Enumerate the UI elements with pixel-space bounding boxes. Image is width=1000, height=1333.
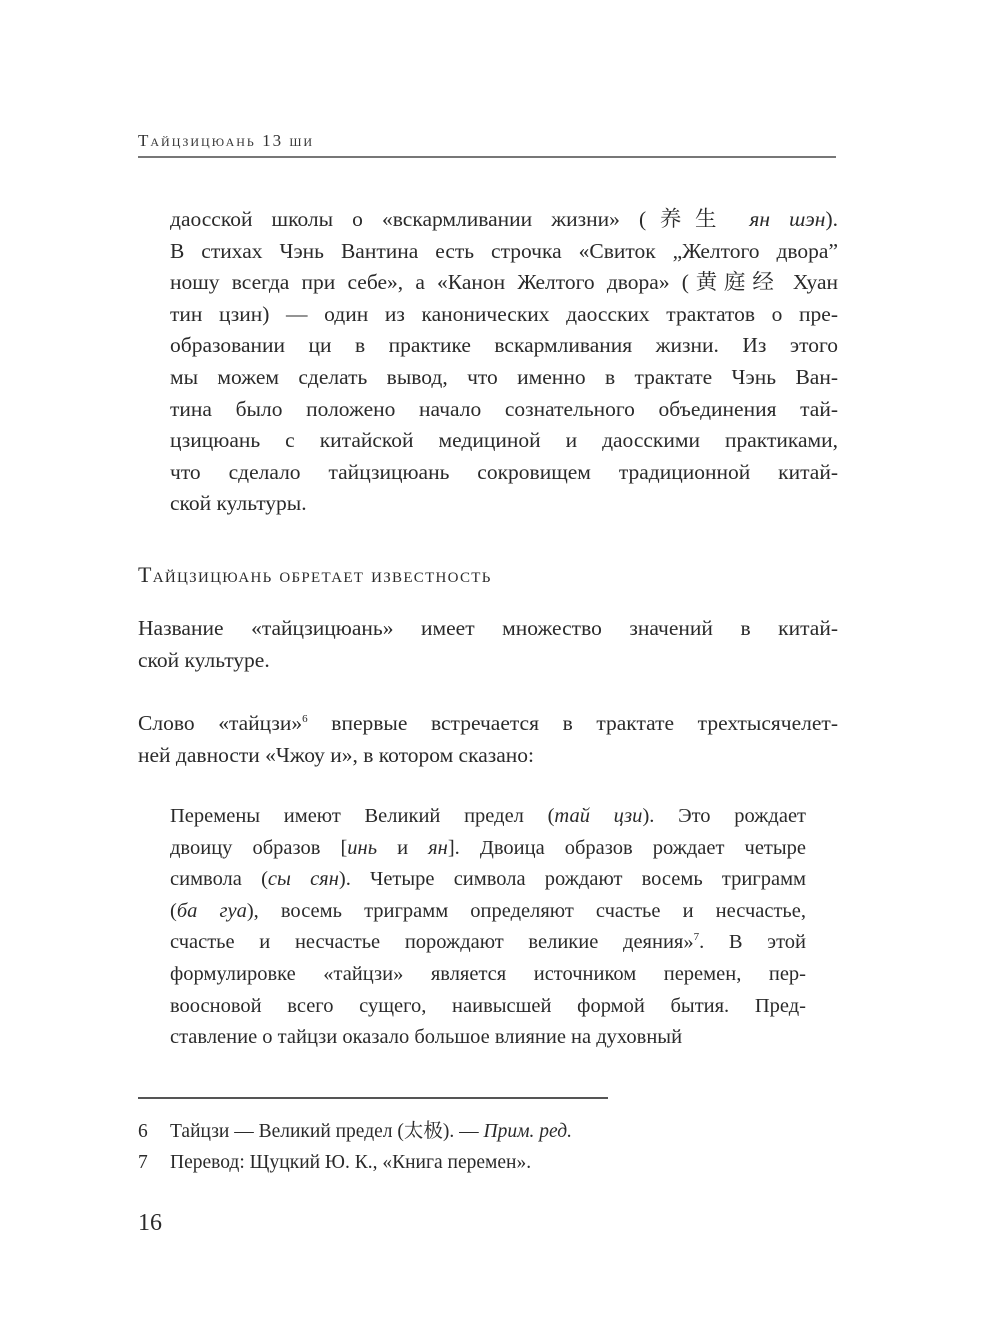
footnote-rule [138, 1097, 608, 1099]
text-segment: ян шэн [749, 207, 826, 231]
text-line [170, 267, 838, 299]
text-segment: ношу всегда при себе», а «Канон Желтого двора» (黄庭经 Хуан [170, 270, 838, 295]
section-heading: Тайцзицюань обретает известность [138, 562, 492, 587]
text-segment: Перемены имеют Великий предел ( [170, 805, 555, 827]
footnote-note: Прим. ред. [483, 1121, 572, 1142]
header-rule [138, 156, 836, 158]
text-segment: тина было положено начало сознательного объединения тай- [170, 396, 838, 421]
page-number: 16 [138, 1210, 162, 1236]
text-segment: тай цзи [554, 805, 643, 827]
text-segment: ставление о тайцзи оказало большое влияние на духовный [170, 1026, 683, 1049]
text-segment: ба гуа [176, 899, 247, 922]
footnote-ref: 7 [693, 931, 700, 944]
text-segment: В стихах Чэнь Вантина есть строчка «Свиток „Желтого двора” [170, 238, 838, 263]
text-segment: инь [347, 836, 378, 859]
text-segment: образовании ци в практике вскармливания жизни. Из этого [170, 333, 838, 358]
text-segment: ( [170, 899, 177, 922]
paragraph-1 [170, 204, 838, 520]
text-line [170, 488, 838, 520]
text-line [138, 740, 838, 772]
text-segment: Слово «тайцзи» [138, 711, 303, 735]
text-segment: Название «тайцзицюань» имеет множество значений в китай- [138, 616, 838, 640]
text-segment: . В этой [699, 931, 806, 954]
footnote-text: Тайцзи — Великий предел (太极). — [170, 1121, 484, 1142]
text-line [170, 927, 806, 959]
text-segment: и [377, 836, 429, 859]
text-line [170, 362, 838, 394]
text-segment: впервые встречается в трактате трехтысячелет- [307, 711, 838, 735]
text-segment: цзицюань с китайской медициной и даосскими практиками, [170, 428, 838, 453]
text-segment: ской культуре. [138, 647, 270, 672]
text-segment: сы сян [267, 868, 339, 891]
text-segment: символа ( [170, 868, 268, 891]
text-segment: ). Это рождает [642, 805, 806, 827]
text-line [170, 896, 806, 928]
text-segment: ян [428, 836, 448, 859]
text-segment: ней давности «Чжоу и», в котором сказано: [138, 742, 535, 767]
text-line [138, 645, 838, 677]
text-segment: ). Четыре символа рождают восемь триграмм [338, 868, 807, 891]
text-line [170, 299, 838, 331]
running-head: Тайцзицюань 13 ши [138, 131, 315, 150]
text-line [170, 864, 806, 896]
text-line [170, 425, 838, 457]
block-quote [170, 801, 806, 1054]
text-line [170, 457, 838, 489]
text-line [170, 330, 838, 362]
text-segment: мы можем сделать вывод, что именно в трактате Чэнь Ван- [170, 364, 838, 389]
text-segment: счастье и несчастье порождают великие деяния» [170, 931, 694, 954]
paragraph-2 [138, 613, 838, 676]
text-line [170, 991, 806, 1023]
text-segment: даосской школы о «вскармливании жизни» (养生 [170, 207, 750, 231]
text-segment: ]. Двоица образов рождает четыре [447, 836, 806, 859]
text-segment: ). [825, 207, 838, 231]
footnote-number: 6 [138, 1121, 148, 1142]
text-line [138, 708, 838, 740]
text-line [170, 204, 838, 236]
paragraph-3 [138, 708, 838, 771]
text-line [170, 833, 806, 865]
text-segment: что сделало тайцзицюань сокровищем традиционной китай- [170, 459, 838, 484]
text-segment: воосновой всего сущего, наивысшей формой бытия. Пред- [170, 994, 806, 1017]
footnote-number: 7 [138, 1152, 148, 1173]
text-segment: двоицу образов [ [170, 836, 348, 859]
text-line [170, 236, 838, 268]
text-line [170, 959, 806, 991]
text-segment: формулировке «тайцзи» является источником перемен, пер- [170, 962, 806, 985]
text-line [170, 394, 838, 426]
text-line [170, 801, 806, 833]
text-segment: ской культуры. [170, 491, 307, 516]
text-line [170, 1022, 806, 1054]
text-line [138, 613, 838, 645]
footnote-text: Перевод: Щуцкий Ю. К., «Книга перемен». [170, 1152, 532, 1173]
text-segment: тин цзин) — один из канонических даосских трактатов о пре- [170, 301, 838, 326]
footnote-7 [138, 1147, 531, 1178]
footnote-ref: 6 [302, 712, 308, 725]
footnote-6 [138, 1116, 572, 1147]
text-segment: ), восемь триграмм определяют счастье и несчастье, [246, 899, 806, 922]
